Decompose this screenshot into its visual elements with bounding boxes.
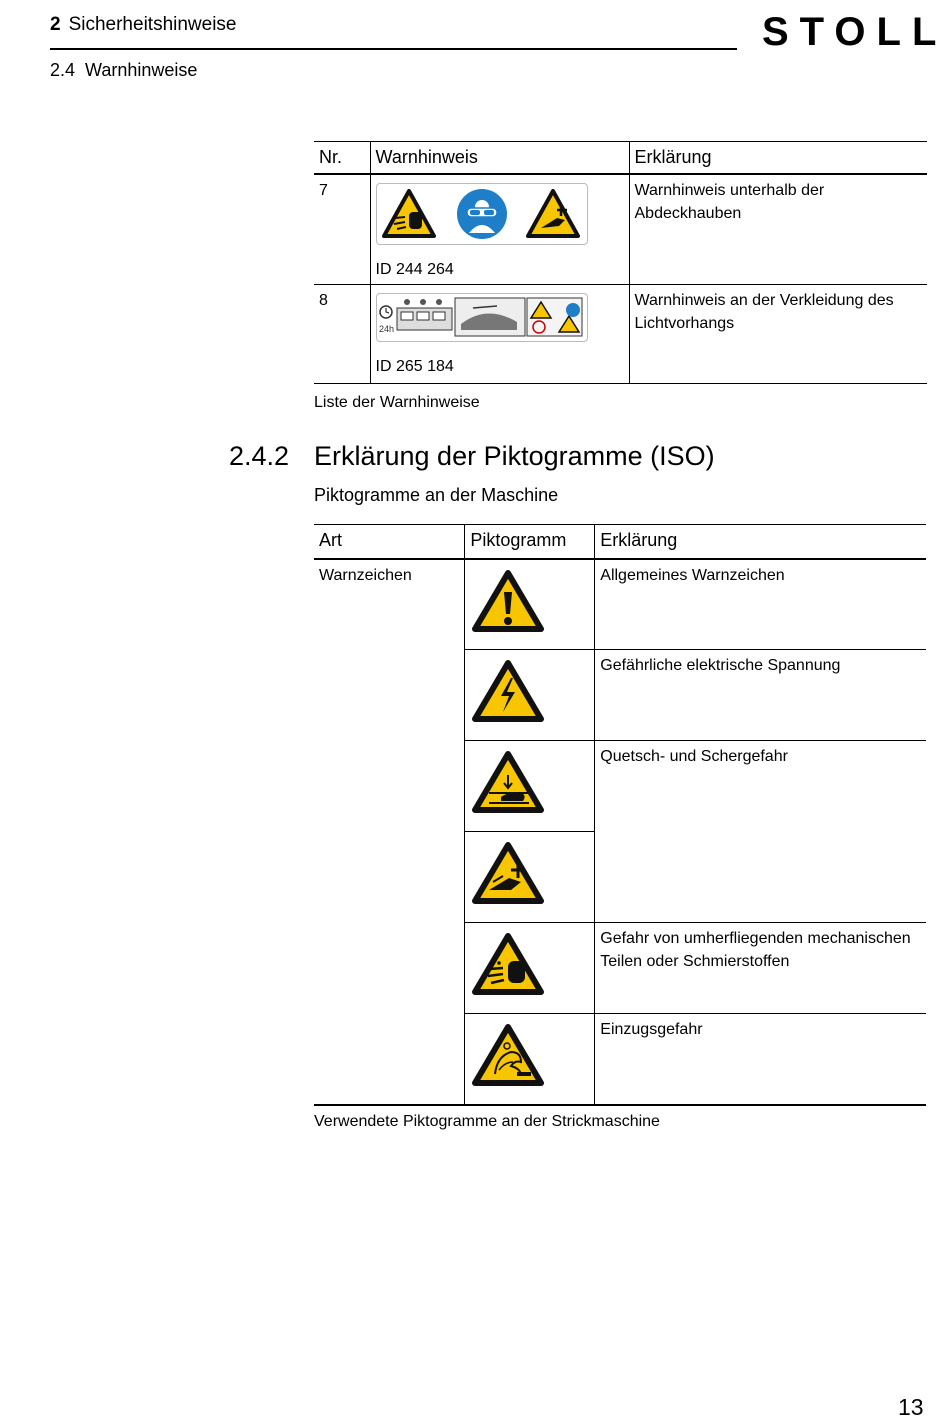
explanation-cell: Einzugsgefahr	[595, 1014, 926, 1105]
shearing-warning-icon	[471, 840, 545, 906]
pictogram-cell	[465, 741, 595, 832]
explanation-cell: Gefährliche elektrische Spannung	[595, 650, 926, 741]
entanglement-warning-icon	[471, 1022, 545, 1088]
section-subtitle: Piktogramme an der Maschine	[314, 485, 559, 505]
warning-plate-244264-icon	[376, 183, 588, 245]
table-caption: Liste der Warnhinweise	[314, 394, 480, 411]
row-explanation: Warnhinweis an der Verkleidung des Lichtvorhangs	[634, 292, 894, 332]
label-id: ID 244 264	[375, 260, 454, 278]
exclamation-warning-icon	[471, 568, 545, 634]
page-number: 13	[898, 1394, 924, 1420]
section-header-title: Warnhinweise	[85, 60, 198, 80]
col-header-warnhinweis: Warnhinweis	[370, 142, 629, 174]
warning-label-cell	[370, 174, 629, 285]
col-header-nr: Nr.	[314, 142, 370, 174]
pictogram-cell	[465, 923, 595, 1014]
table-row	[314, 174, 927, 285]
section-number: 2.4.2	[229, 441, 290, 471]
table-row	[314, 285, 927, 384]
chapter-title: Sicherheitshinweise	[68, 14, 237, 35]
col-header-piktogramm: Piktogramm	[465, 525, 595, 559]
electric-voltage-warning-icon	[471, 658, 545, 724]
pictogram-cell	[465, 559, 595, 650]
explanation-cell: Allgemeines Warnzeichen	[600, 566, 785, 584]
col-header-art: Art	[314, 525, 465, 559]
col-header-erklaerung: Erklärung	[595, 525, 926, 559]
row-explanation: Warnhinweis unterhalb der Abdeckhauben	[634, 181, 825, 222]
pictogram-cell	[465, 650, 595, 741]
pictogram-table	[314, 524, 926, 1106]
explanation-cell: Quetsch- und Schergefahr	[595, 741, 926, 923]
crushing-warning-icon	[471, 749, 545, 815]
col-header-erklaerung: Erklärung	[629, 142, 927, 174]
eye-protection-icon	[457, 189, 507, 239]
table-row	[314, 559, 926, 650]
flying-parts-warning-icon	[384, 191, 434, 236]
row-number: 8	[319, 292, 328, 309]
light-curtain-label-icon	[376, 293, 588, 342]
warning-notices-table	[314, 141, 927, 384]
warning-label-cell	[370, 285, 629, 384]
svg-text:24h: 24h	[378, 324, 394, 334]
label-id: ID 265 184	[375, 358, 454, 375]
pictogram-cell	[465, 832, 595, 923]
chapter-number: 2	[50, 14, 61, 35]
stoll-logo: STOLL	[762, 10, 948, 54]
header-rule	[50, 48, 737, 50]
section-header	[50, 60, 197, 81]
flying-parts-warning-icon	[471, 931, 545, 997]
section-title: Erklärung der Piktogramme (ISO)	[314, 441, 715, 471]
section-header-number: 2.4	[50, 60, 76, 80]
art-cell: Warnzeichen	[314, 559, 465, 1105]
crushing-hand-warning-icon	[528, 191, 578, 236]
pictogram-cell	[465, 1014, 595, 1105]
table-caption: Verwendete Piktogramme an der Strickmaschine	[314, 1113, 660, 1130]
chapter-header	[50, 14, 237, 36]
row-number: 7	[319, 181, 328, 199]
explanation-cell: Gefahr von umherfliegenden mechanischen Teilen oder Schmierstoffen	[595, 923, 926, 1014]
